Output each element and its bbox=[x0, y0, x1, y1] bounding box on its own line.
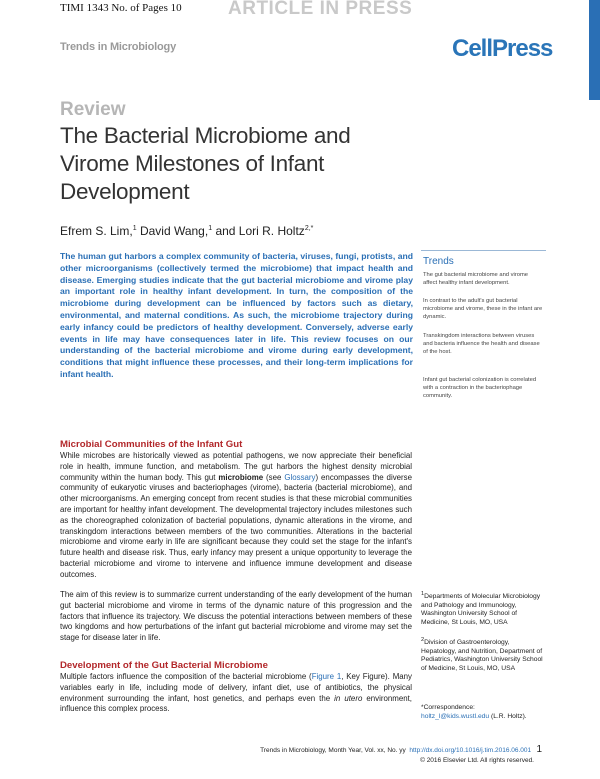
body-paragraph: The aim of this review is to summarize current understanding of the early development of the human gut bacterial microbiome and virome in terms of the dynamic nature of this progression and the factors that influence its trajectory. We discuss the potential interactions between members of these two kingdoms and how perturbations of the infant gut bacterial microbiome and virome may set the stage for disease later in life. bbox=[60, 590, 412, 643]
footer-citation bbox=[260, 747, 542, 754]
section-heading: Development of the Gut Bacterial Microbiome bbox=[60, 660, 268, 671]
email-link[interactable]: holtz_l@kids.wustl.edu bbox=[421, 712, 490, 720]
trend-item: The gut bacterial microbiome and virome affect healthy infant development. bbox=[423, 272, 529, 286]
italic-term: in utero bbox=[334, 693, 363, 703]
correspondence-label: *Correspondence: bbox=[421, 704, 475, 711]
affiliation bbox=[421, 590, 546, 628]
text-run: (see bbox=[263, 472, 285, 482]
author-affil: 2,* bbox=[304, 225, 314, 232]
glossary-term: microbiome bbox=[218, 472, 264, 482]
body-paragraph bbox=[60, 672, 412, 727]
text-run: Multiple factors influence the composition of the bacterial microbiome ( bbox=[60, 672, 312, 681]
citation-text: Trends in Microbiology, Month Year, Vol. xx, No. yy bbox=[260, 747, 406, 754]
cell-press-logo[interactable] bbox=[452, 35, 552, 63]
correspondence bbox=[421, 704, 551, 721]
author-affil: 1 bbox=[132, 225, 137, 232]
affiliation-text: Departments of Molecular Microbiology and Pathology and Immunology, Washington University School of Medicine, St Louis, MO, USA bbox=[421, 593, 541, 627]
text-run: ) encompasses the diverse community of eukaryotic viruses and bacteriophages (virome), bacteria (bacterial microbiome), and other microorganisms. An emerging concept from recent studies is that these microbial communities are important for healthy infant development. The developmental trajectory includes milestones such as the choreographed colonization of bacterial populations, dynamic alterations in the virome, and transkingdom interactions between members of the two communities. Alterations in the bacterial microbiome and virome early in life are significant because they could set the stage for the infant's future health and disease risk. Thus, early infancy may present a unique opportunity to leverage the bacterial microbiome and virome to intervene and influence immune development and disease outcomes. bbox=[60, 472, 412, 579]
text-run: environment, influence this complex process. bbox=[60, 693, 412, 714]
author-affil: 1 bbox=[208, 225, 213, 232]
text-run: While microbes are historically viewed as potential pathogens, we now appreciate their beneficial role in health, immune function, and metabolism. The gut harbors the highest density microbial community within the human body. This gut bbox=[60, 451, 412, 482]
correspondence-name: (L.R. Holtz). bbox=[489, 712, 527, 720]
affiliation-number: 1 bbox=[421, 591, 425, 597]
page-footer bbox=[0, 745, 600, 775]
affiliation bbox=[421, 636, 546, 674]
author-name: Efrem S. Lim, bbox=[60, 224, 133, 238]
section-heading: Microbial Communities of the Infant Gut bbox=[60, 439, 243, 450]
author-name: David Wang, bbox=[139, 224, 209, 238]
page-number: 1 bbox=[536, 744, 542, 755]
trend-item: In contrast to the adult's gut bacterial microbiome and virome, these in the infant are dynamic. bbox=[423, 298, 543, 320]
doi-link[interactable]: http://dx.doi.org/10.1016/j.tim.2016.06.001 bbox=[409, 747, 532, 754]
trends-heading: Trends bbox=[423, 256, 454, 267]
article-title: The Bacterial Microbiome and Virome Milestones of Infant Development bbox=[60, 123, 351, 204]
logo-press: Press bbox=[492, 35, 553, 62]
trends-box bbox=[421, 250, 546, 410]
logo-cell: Cell bbox=[452, 35, 493, 62]
trend-item: Infant gut bacterial colonization is correlated with a contraction in the bacteriophage community. bbox=[423, 377, 537, 399]
footer-copyright: © 2016 Elsevier Ltd. All rights reserved. bbox=[420, 757, 534, 764]
affiliation-text: Division of Gastroenterology, Hepatology, and Nutrition, Department of Pediatrics, Washington University School of Medicine, St Louis, MO, USA bbox=[421, 639, 543, 673]
author-name: and Lori R. Holtz bbox=[215, 224, 305, 238]
article-type: Review bbox=[60, 99, 126, 120]
abstract: The human gut harbors a complex community of bacteria, viruses, fungi, protists, and other microorganisms (collectively termed the microbiome) that impact health and disease. Emerging studies indicate that the gut bacterial microbiome and virome play an important role in healthy infant development. In turn, the composition of the microbiome during development can be influenced by factors such as dietary, environmental, and maternal conditions. As such, the microbiome trajectory during early infancy could be predictors of healthy development. Conversely, adverse early events in life may have consequences later in life. This review focuses on our understanding of the bacterial microbiome and virome during early development, conditions that might influence these processes, and their long-term implications for infant health. bbox=[60, 251, 413, 379]
figure-link[interactable]: Figure 1 bbox=[311, 672, 342, 681]
glossary-link[interactable]: Glossary bbox=[284, 472, 316, 482]
text-run: , Key Figure). Many variables early in life, including mode of delivery, infant diet, use of antibiotics, the physical environment surrounding the infant, host genetics, and perhaps even the bbox=[60, 672, 412, 703]
journal-name: Trends in Microbiology bbox=[60, 41, 176, 53]
author-list bbox=[60, 224, 313, 238]
affiliation-number: 2 bbox=[421, 637, 425, 643]
manuscript-info: TIMI 1343 No. of Pages 10 bbox=[60, 2, 182, 14]
body-paragraph bbox=[60, 451, 412, 581]
correspondence-line bbox=[421, 713, 551, 722]
trend-item: Transkingdom interactions between viruses and bacteria influence the health and disease of the host. bbox=[423, 333, 540, 355]
article-in-press-banner: ARTICLE IN PRESS bbox=[228, 0, 413, 19]
side-stripe bbox=[589, 0, 600, 100]
